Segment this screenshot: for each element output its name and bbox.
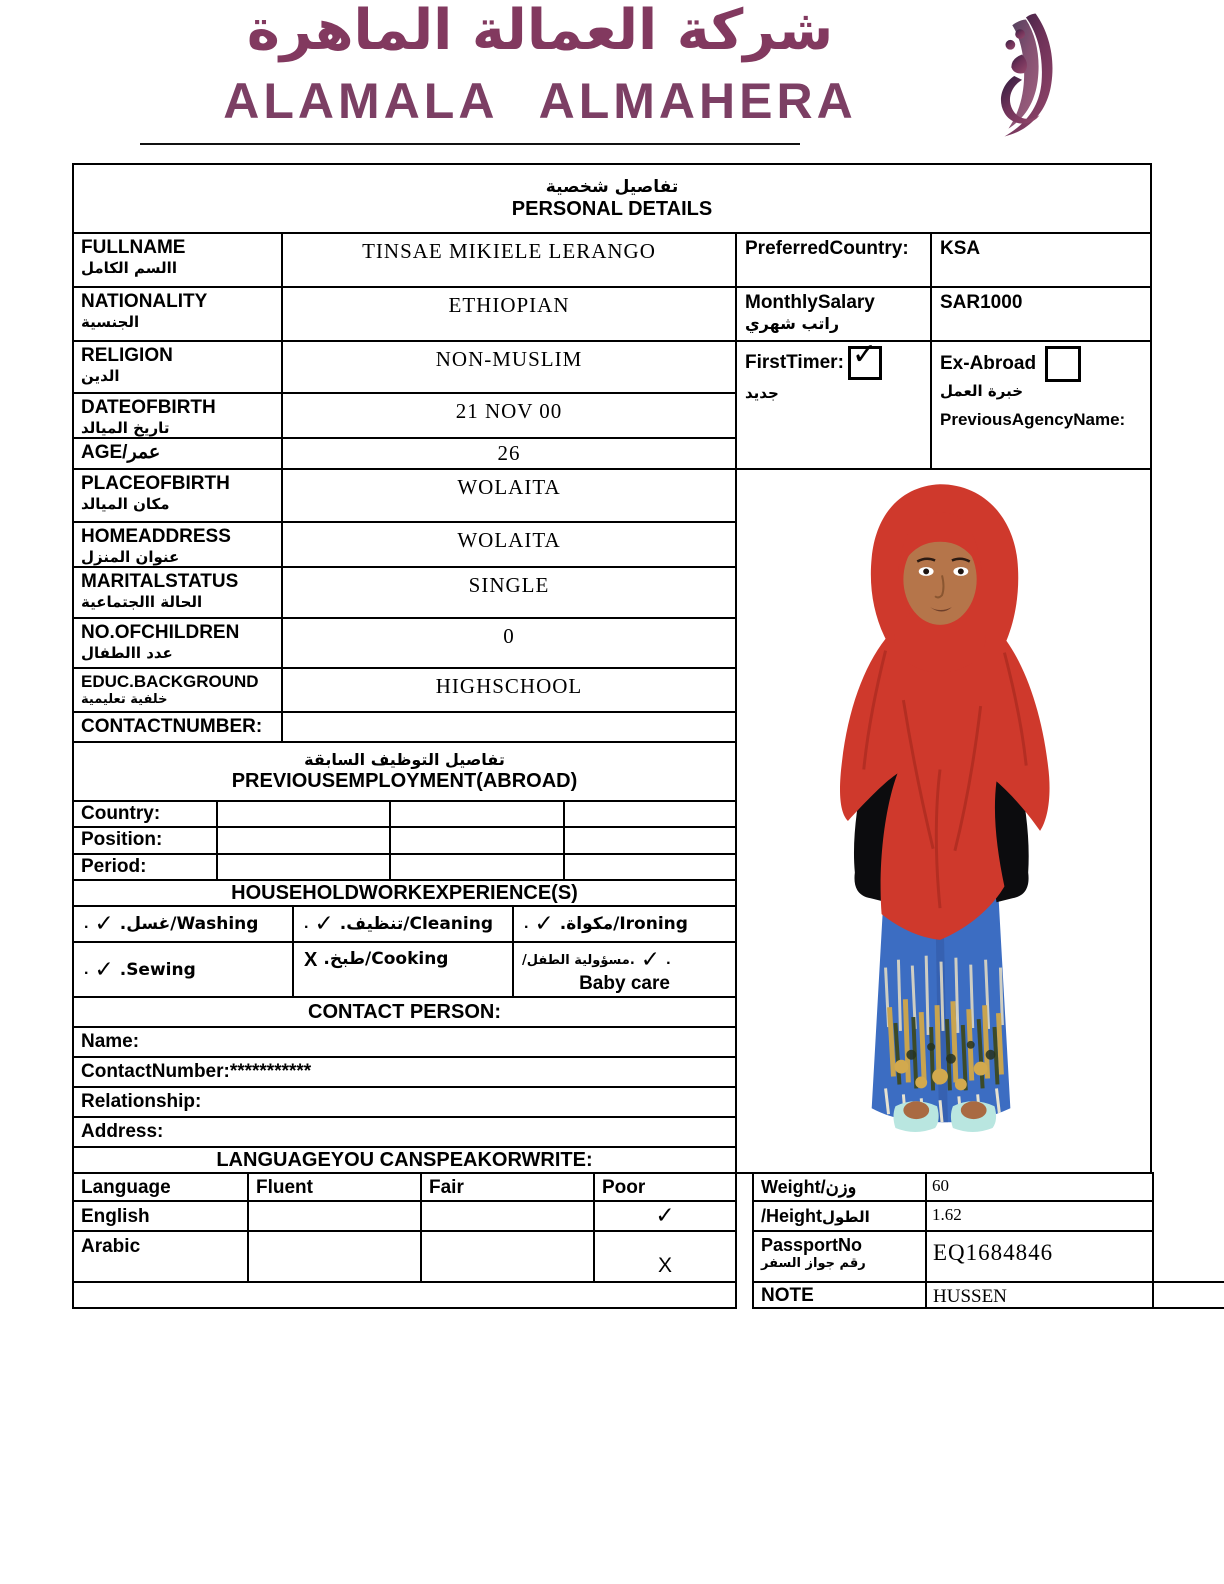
prev-country-cell-2 [389,800,565,828]
ex-abroad-checkbox [1045,346,1081,382]
prev-country-label: Country: [72,800,218,828]
experience-ironing-cell [512,905,737,943]
children-label-ar: عدد االطفال [81,643,173,662]
marital-value: SINGLE [281,566,737,619]
babycare-text-en: Baby care [579,973,670,994]
contact-person-relationship-label: Relationship: [72,1086,737,1118]
fullname-label-cell [72,232,283,288]
previous-employment-title-cell [72,741,737,802]
first-timer-checkbox [848,340,882,380]
prev-position-cell-1 [216,826,391,855]
monthly-salary-label-ar: راتب شهري [745,314,840,333]
dob-value: 21 NOV 00 [281,392,737,439]
lang-arabic-fair-cell [420,1230,595,1283]
religion-label-en: RELIGION [81,345,173,366]
nationality-label-ar: الجنسية [81,312,140,331]
passport-label-cell [752,1230,927,1283]
header-divider [140,143,800,145]
note-label: NOTE [752,1281,927,1309]
languages-empty-bottom-cell [72,1281,737,1309]
experience-babycare-cell [512,941,737,998]
contact-number-value [281,711,737,743]
cooking-x-mark: X [304,949,318,971]
first-timer-label: FirstTimer: [745,352,844,374]
ironing-pre: . [524,915,529,932]
agency-name-arabic: شركة العمالة الماهرة [246,0,834,63]
lang-arabic-fluent-cell [247,1230,422,1283]
lang-english-poor-check-icon: ✓ [593,1200,737,1232]
personal-details-title-en: PERSONAL DETAILS [511,198,713,221]
monthly-salary-label-cell [735,286,932,342]
educ-value: HIGHSCHOOL [281,667,737,713]
lang-arabic-label: Arabic [72,1230,249,1283]
ironing-check-icon: ✓ [534,911,554,937]
babycare-post: . [666,951,671,968]
home-label-ar: عنوان المنزل [81,547,180,566]
experience-washing-cell [72,905,294,943]
languages-title: LANGUAGEYOU CANSPEAKORWRITE: [72,1146,737,1174]
previous-employment-title-ar: تفاصيل التوظيف السابقة [304,749,505,769]
note-value: HUSSEN [925,1281,1154,1309]
personal-details-title-ar: تفاصيل شخصية [545,176,679,197]
lang-header-fluent: Fluent [247,1172,422,1202]
prev-country-cell-1 [216,800,391,828]
pob-label-ar: مكان الميالد [81,494,170,513]
previous-employment-title-en: PREVIOUSEMPLOYMENT(ABROAD) [231,770,578,793]
experience-sewing-cell [72,941,294,998]
nationality-value: ETHIOPIAN [281,286,737,342]
lang-english-label: English [72,1200,249,1232]
weight-label: Weight/وزن [752,1172,927,1202]
ironing-text: .مكواة/Ironing [559,914,688,934]
prev-period-label: Period: [72,853,218,881]
dob-label-en: DATEOFBIRTH [81,397,216,418]
previous-agency-label: PreviousAgencyName: [940,409,1126,429]
home-label-en: HOMEADDRESS [81,526,231,547]
agency-name-latin: ALAMALA ALMAHERA [223,73,857,129]
pob-value: WOLAITA [281,468,737,523]
lang-arabic-poor-x-mark: X [593,1230,737,1283]
washing-text: .غسل/Washing [119,914,259,934]
contact-person-number-label: ContactNumber:*********** [72,1056,737,1088]
nationality-label-cell [72,286,283,342]
passport-label-en: PassportNo [761,1235,863,1255]
dob-label-ar: تاريخ الميالد [81,418,170,437]
babycare-text-ar: /مسؤولية الطفل. [522,952,635,968]
experience-cleaning-cell [292,905,514,943]
age-value: 26 [281,437,737,470]
preferred-country-label: PreferredCountry: [735,232,932,288]
cooking-text: .طبخ/Cooking [323,949,449,969]
experience-cooking-cell [292,941,514,998]
prev-period-cell-1 [216,853,391,881]
household-title: HOUSEHOLDWORKEXPERIENCE(S) [72,879,737,907]
marital-label-en: MARITALSTATUS [81,571,239,592]
height-label-ar: الطول [822,1208,870,1226]
agency-logo-icon [985,10,1063,147]
sewing-check-icon: ✓ [94,956,114,983]
candidate-photo [735,468,1152,1174]
fullname-label-ar: االسم الكامل [81,258,177,277]
height-label-cell [752,1200,927,1232]
pob-label-en: PLACEOFBIRTH [81,473,230,494]
prev-country-cell-3 [563,800,737,828]
pob-label-cell [72,468,283,523]
home-label-cell [72,521,283,568]
washing-check-icon: ✓ [94,911,114,937]
religion-label-cell [72,340,283,394]
cleaning-text: .تنظيف/Cleaning [339,914,493,934]
cleaning-pre: . [304,915,309,932]
fullname-label-en: FULLNAME [81,237,186,258]
marital-label-cell [72,566,283,619]
lang-header-language: Language [72,1172,249,1202]
first-timer-checkmark-icon: ✓ [851,340,878,372]
religion-label-ar: الدين [81,366,120,385]
cleaning-check-icon: ✓ [314,911,334,937]
prev-position-label: Position: [72,826,218,855]
first-timer-cell [735,340,932,470]
preferred-country-value: KSA [930,232,1152,288]
height-label-en: /Height [761,1206,822,1226]
contact-person-address-label: Address: [72,1116,737,1148]
lang-header-fair: Fair [420,1172,595,1202]
prev-period-cell-2 [389,853,565,881]
weight-value: 60 [925,1172,1154,1202]
passport-label-ar: رقم جواز السفر [761,1256,866,1271]
contact-number-label: CONTACTNUMBER: [72,711,283,743]
children-value: 0 [281,617,737,669]
home-value: WOLAITA [281,521,737,568]
fullname-value: TINSAE MIKIELE LERANGO [281,232,737,288]
nationality-label-en: NATIONALITY [81,291,208,312]
ex-abroad-cell [930,340,1152,470]
monthly-salary-value: SAR1000 [930,286,1152,342]
personal-details-title-cell [72,163,1152,234]
height-value: 1.62 [925,1200,1154,1232]
children-label-en: NO.OFCHILDREN [81,622,240,643]
religion-value: NON-MUSLIM [281,340,737,394]
prev-position-cell-2 [389,826,565,855]
lang-english-fair-cell [420,1200,595,1232]
ex-abroad-label: Ex-Abroad [940,353,1037,375]
contact-person-title: CONTACT PERSON: [72,996,737,1028]
passport-value: EQ1684846 [925,1230,1154,1283]
marital-label-ar: الحالة االجتماعية [81,592,203,611]
age-label: AGE/عمر [72,437,283,470]
sewing-text: .Sewing [119,959,196,980]
educ-label-cell [72,667,283,713]
educ-label-en: EDUC.BACKGROUND [81,672,259,691]
babycare-check-icon: ✓ [640,947,661,973]
washing-pre: . [84,915,89,932]
contact-person-name-label: Name: [72,1026,737,1058]
dob-label-cell [72,392,283,439]
lang-header-poor: Poor [593,1172,737,1202]
sewing-pre: . [84,960,89,978]
bottom-right-extra-cell [1152,1281,1224,1309]
prev-period-cell-3 [563,853,737,881]
lang-english-fluent-cell [247,1200,422,1232]
monthly-salary-label-en: MonthlySalary [745,292,875,313]
first-timer-label-ar: جديد [745,384,779,402]
prev-position-cell-3 [563,826,737,855]
ex-abroad-label-ar: خبرة العمل [940,382,1024,400]
educ-label-ar: خلفية تعليمية [81,692,168,707]
children-label-cell [72,617,283,669]
